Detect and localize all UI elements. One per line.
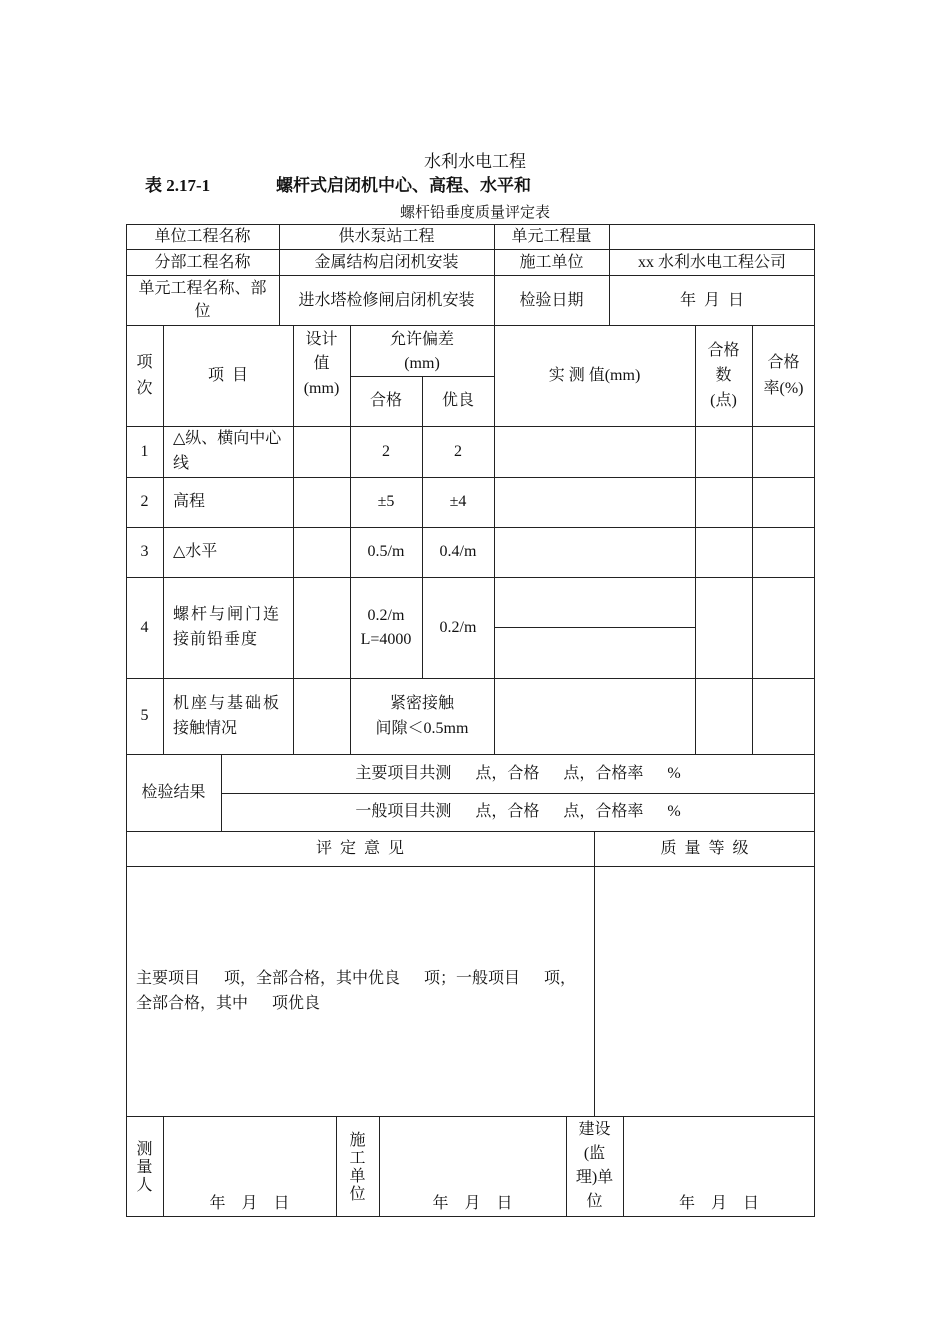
col-excellent: 优良 bbox=[441, 392, 474, 409]
element-label-line1: 单元工程名称、部 bbox=[138, 280, 267, 297]
row3-item: △水平 bbox=[173, 543, 218, 560]
col-pass-count-line2: 数 bbox=[715, 367, 732, 384]
unit-project-label: 单位工程名称 bbox=[154, 228, 251, 245]
row3-qualified: 0.5/m bbox=[367, 543, 405, 560]
row3-no: 3 bbox=[140, 543, 149, 560]
row4-item-line2: 接前铅垂度 bbox=[173, 631, 259, 648]
opinion-text-line1: 主要项目 项，全部合格，其中优良 项；一般项目 项， bbox=[136, 970, 577, 987]
header-line1: 水利水电工程 bbox=[424, 152, 526, 171]
row4-no: 4 bbox=[140, 619, 149, 636]
document-subtitle: 螺杆铅垂度质量评定表 bbox=[399, 205, 550, 221]
inspection-date-value: 年 月 日 bbox=[679, 292, 744, 309]
construction-date: 年 月 日 bbox=[432, 1195, 513, 1212]
measurer-date: 年 月 日 bbox=[209, 1195, 290, 1212]
col-pass-rate-line2: 率(%) bbox=[763, 380, 804, 397]
row2-no: 2 bbox=[140, 493, 149, 510]
construction-unit-value: xx 水利水电工程公司 bbox=[637, 254, 786, 271]
row1-no: 1 bbox=[140, 443, 149, 460]
construction-unit-label: 施工单位 bbox=[519, 254, 584, 271]
col-design-line1: 设计 bbox=[305, 331, 338, 348]
row1-item-line2: 线 bbox=[173, 455, 190, 472]
table-number: 表 2.17-1 bbox=[145, 176, 211, 195]
row2-qualified: ±5 bbox=[377, 493, 395, 510]
result-label: 检验结果 bbox=[141, 784, 206, 801]
row4-qualified-line2: L=4000 bbox=[360, 631, 412, 648]
col-pass-count-line1: 合格 bbox=[707, 342, 740, 359]
document-title: 螺杆式启闭机中心、高程、水平和 bbox=[276, 176, 531, 195]
sub-project-label: 分部工程名称 bbox=[154, 254, 251, 271]
col-qualified: 合格 bbox=[369, 392, 402, 409]
row5-tolerance-line1: 紧密接触 bbox=[389, 695, 454, 712]
row5-tolerance-line2: 间隙＜0.5mm bbox=[375, 720, 469, 737]
element-label-line2: 位 bbox=[194, 303, 211, 320]
row5-no: 5 bbox=[140, 707, 149, 724]
inspection-date-label: 检验日期 bbox=[519, 292, 584, 309]
col-item: 项 目 bbox=[207, 367, 248, 384]
col-pass-count-line3: (点) bbox=[710, 392, 737, 409]
row4-qualified-line1: 0.2/m bbox=[367, 607, 405, 624]
row1-excellent: 2 bbox=[454, 443, 462, 460]
measurer-label: 测 量 人 bbox=[136, 1141, 153, 1194]
row4-excellent: 0.2/m bbox=[439, 619, 477, 636]
supervision-date: 年 月 日 bbox=[678, 1195, 759, 1212]
col-pass-rate-line1: 合格 bbox=[767, 354, 800, 371]
col-design-line3: (mm) bbox=[303, 380, 340, 397]
opinion-header: 评 定 意 见 bbox=[315, 840, 404, 857]
col-seq-line2: 次 bbox=[136, 380, 153, 397]
element-value: 进水塔检修闸启闭机安装 bbox=[298, 292, 475, 309]
opinion-text-line2: 全部合格，其中 项优良 bbox=[136, 995, 321, 1012]
unit-project-value: 供水泵站工程 bbox=[338, 228, 435, 245]
row1-qualified: 2 bbox=[382, 443, 390, 460]
row2-excellent: ±4 bbox=[449, 493, 467, 510]
row2-item: 高程 bbox=[173, 493, 206, 510]
col-tolerance-line1: 允许偏差 bbox=[389, 331, 454, 348]
sub-project-value: 金属结构启闭机安装 bbox=[314, 254, 459, 271]
result-general-line: 一般项目共测 点，合格 点，合格率 % bbox=[355, 803, 681, 820]
col-tolerance-line2: (mm) bbox=[404, 355, 440, 372]
row5-item-line2: 接触情况 bbox=[173, 720, 238, 737]
row4-item-line1: 螺杆与闸门连 bbox=[173, 606, 282, 623]
col-seq-line1: 项 bbox=[136, 354, 153, 371]
unit-quantity-label: 单元工程量 bbox=[511, 228, 592, 245]
row3-excellent: 0.4/m bbox=[439, 543, 477, 560]
result-main-line: 主要项目共测 点，合格 点，合格率 % bbox=[355, 765, 681, 782]
construction-unit-sign-label: 施 工 单 位 bbox=[349, 1132, 366, 1203]
grade-header: 质 量 等 级 bbox=[660, 840, 749, 857]
col-measured: 实 测 值(mm) bbox=[548, 367, 641, 384]
row1-item-line1: △纵、横向中心 bbox=[173, 430, 282, 447]
supervision-unit-sign-label: 建设 (监 理)单 位 bbox=[575, 1121, 614, 1210]
row5-item-line1: 机座与基础板 bbox=[173, 695, 282, 712]
col-design-line2: 值 bbox=[313, 355, 330, 372]
